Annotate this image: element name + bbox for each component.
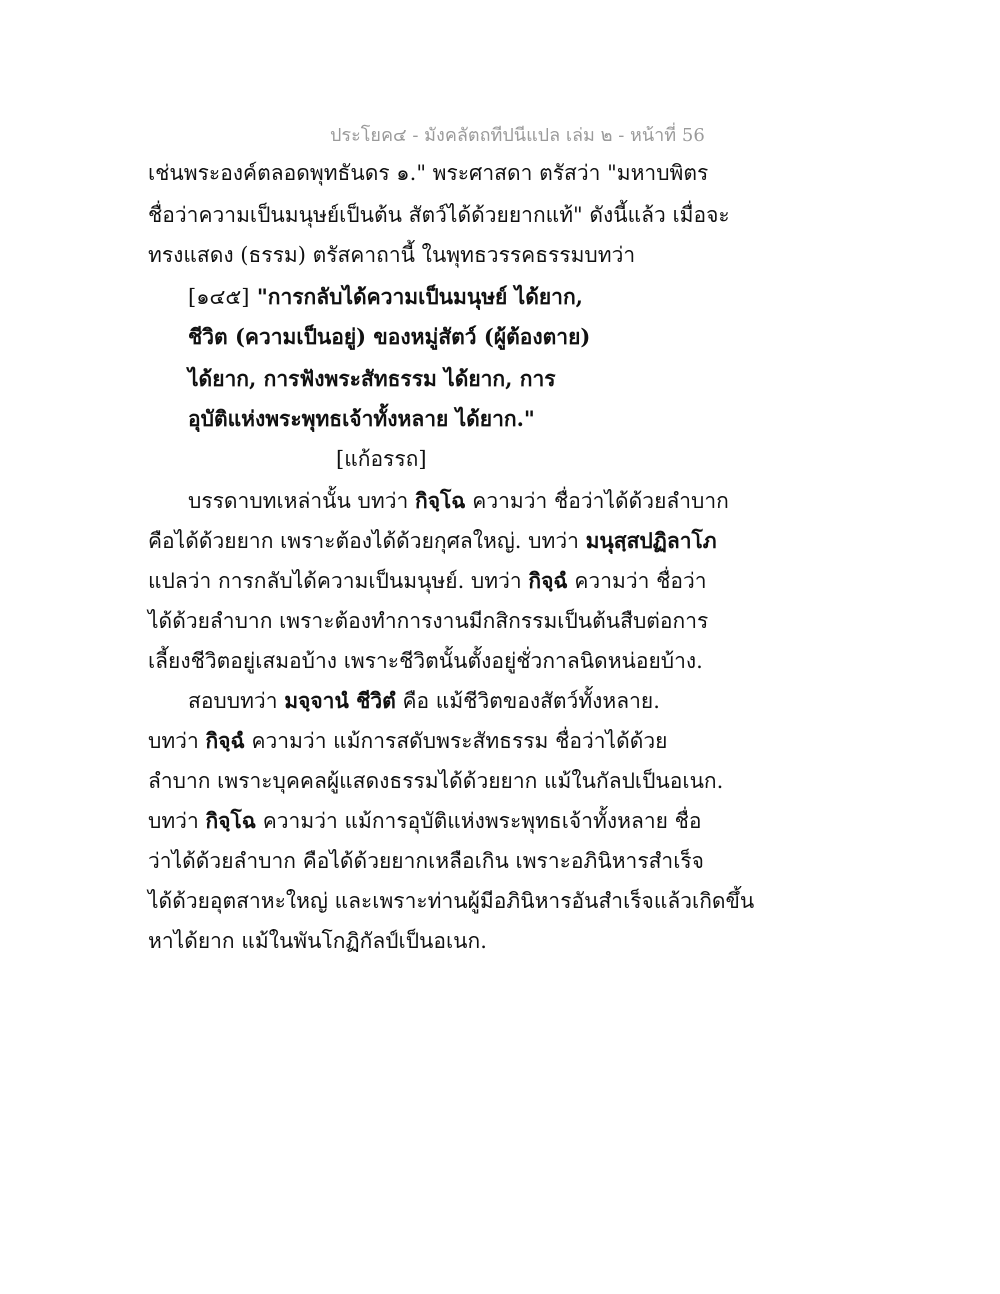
paragraph-line: ลำบาก เพราะบุคคลผู้แสดงธรรมได้ด้วยยาก แม้ในกัลปเป็นอเนก. xyxy=(148,769,724,793)
paragraph-line: ทรงแสดง (ธรรม) ตรัสคาถานี้ ในพุทธวรรคธรรมบทว่า xyxy=(148,243,636,267)
pali-term: มจฺจานํ ชีวิตํ xyxy=(284,688,396,713)
paragraph-line: ชื่อว่าความเป็นมนุษย์เป็นต้น สัตว์ได้ด้วยยากแท้" ดังนี้แล้ว เมื่อจะ xyxy=(148,203,730,227)
running-header: ประโยค๔ - มังคลัตถทีปนีแปล เล่ม ๒ - หน้าที่ 56 xyxy=(330,125,705,146)
verse-number: [๑๔๕] xyxy=(188,285,250,309)
paragraph-line xyxy=(148,806,701,836)
paragraph-line: ได้ด้วยอุตสาหะใหญ่ และเพราะท่านผู้มีอภินิหารอันสำเร็จแล้วเกิดขึ้น xyxy=(148,889,755,913)
paragraph-line xyxy=(148,526,717,556)
text-run: บทว่า xyxy=(148,809,206,833)
text-run: ความว่า แม้การสดับพระสัทธรรม ชื่อว่าได้ด้วย xyxy=(244,729,668,753)
pali-term: มนุสฺสปฏิลาโภ xyxy=(585,528,717,553)
text-run: สอบบทว่า xyxy=(188,689,285,713)
verse-line: ได้ยาก, การฟังพระสัทธรรม ได้ยาก, การ xyxy=(188,366,556,391)
text-run: บรรดาบทเหล่านั้น บทว่า xyxy=(188,489,415,513)
pali-term: กิจฺโฉ xyxy=(415,488,466,513)
text-run: คือได้ด้วยยาก เพราะต้องได้ด้วยกุศลใหญ่. บทว่า xyxy=(148,529,586,553)
commentary-heading: [แก้อรรถ] xyxy=(336,447,427,471)
text-run: แปลว่า การกลับได้ความเป็นมนุษย์. บทว่า xyxy=(148,569,529,593)
verse-text: "การกลับได้ความเป็นมนุษย์ ได้ยาก, xyxy=(249,284,583,309)
paragraph-line xyxy=(188,486,729,516)
paragraph-line: เช่นพระองค์ตลอดพุทธันดร ๑." พระศาสดา ตรัสว่า "มหาบพิตร xyxy=(148,161,709,185)
pali-term: กิจฺโฉ xyxy=(205,808,257,833)
text-run: บทว่า xyxy=(148,729,206,753)
text-run: ความว่า ชื่อว่าได้ด้วยลำบาก xyxy=(465,489,729,513)
verse-line xyxy=(188,282,583,312)
paragraph-line xyxy=(148,726,667,756)
text-run: ความว่า ชื่อว่า xyxy=(567,569,707,593)
paragraph-line: ว่าได้ด้วยลำบาก คือได้ด้วยยากเหลือเกิน เพราะอภินิหารสำเร็จ xyxy=(148,849,704,873)
verse-line: อุบัติแห่งพระพุทธเจ้าทั้งหลาย ได้ยาก." xyxy=(188,406,535,431)
verse-line: ชีวิต (ความเป็นอยู่) ของหมู่สัตว์ (ผู้ต้องตาย) xyxy=(188,324,591,349)
paragraph-line: ได้ด้วยลำบาก เพราะต้องทำการงานมีกสิกรรมเป็นต้นสืบต่อการ xyxy=(148,609,709,633)
paragraph-line xyxy=(188,686,660,716)
paragraph-line xyxy=(148,566,707,596)
paragraph-line: หาได้ยาก แม้ในพันโกฏิกัลป์เป็นอเนก. xyxy=(148,929,487,953)
text-run: ความว่า แม้การอุบัติแห่งพระพุทธเจ้าทั้งหลาย ชื่อ xyxy=(256,809,702,833)
paragraph-line: เลี้ยงชีวิตอยู่เสมอบ้าง เพราะชีวิตนั้นตั้งอยู่ชั่วกาลนิดหน่อยบ้าง. xyxy=(148,649,703,673)
pali-term: กิจฺฉํ xyxy=(205,728,245,753)
text-run: คือ แม้ชีวิตของสัตว์ทั้งหลาย. xyxy=(395,689,660,713)
pali-term: กิจฺฉํ xyxy=(528,568,568,593)
